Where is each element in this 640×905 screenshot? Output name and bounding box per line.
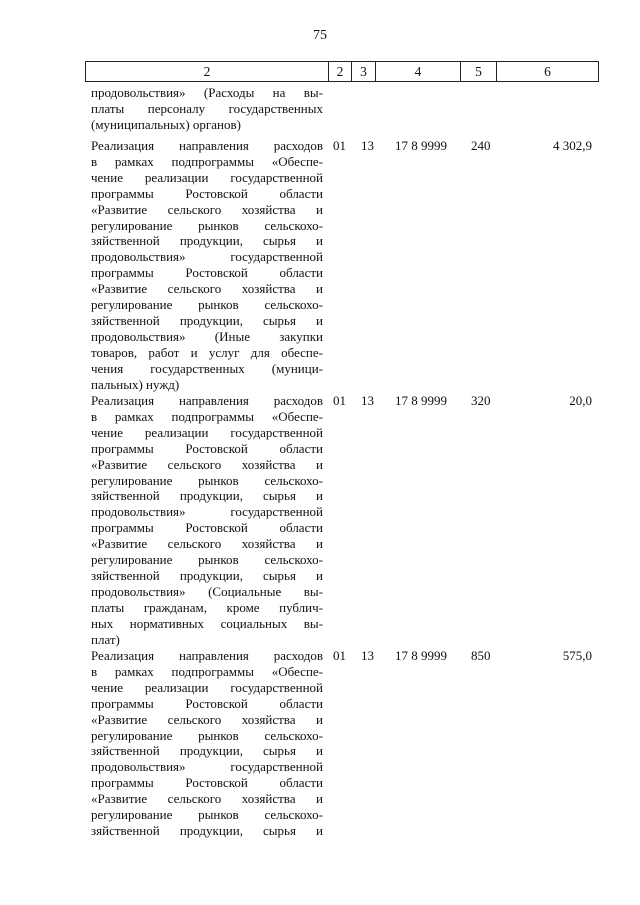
header-cell-description: 2 [86,62,329,82]
desc-line: плат) [91,631,120,647]
column-header-row [85,61,599,82]
desc-line: продовольствия» (Иные закупки [91,328,323,344]
desc-line: зяйственной продукции, сырья и [91,822,323,838]
section-code: 01 [333,648,346,663]
subsection-code: 13 [361,648,374,663]
desc-line: платы персоналу государственных [91,100,323,116]
subsection-code: 13 [361,138,374,153]
desc-line: Реализация направления расходов [91,393,323,408]
desc-line: регулирование рынков сельскохо- [91,472,323,488]
desc-line: регулирование рынков сельскохо- [91,727,323,743]
row-description [91,393,323,648]
expense-type-code: 240 [471,138,491,153]
desc-line: «Развитие сельского хозяйства и [91,201,323,217]
desc-line: регулирование рынков сельскохо- [91,807,323,823]
amount: 20,0 [569,393,592,408]
section-code: 01 [333,393,346,408]
desc-line: товаров, работ и услуг для обеспе- [91,344,323,360]
desc-line: «Развитие сельского хозяйства и [91,281,323,297]
desc-line: «Развитие сельского хозяйства и [91,456,323,472]
desc-line: (муниципальных) органов) [91,116,241,132]
page-number: 75 [313,28,327,43]
desc-line: регулирование рынков сельскохо- [91,297,323,313]
desc-line: программы Ростовской области [91,185,323,201]
desc-line: чение реализации государственной [91,679,323,695]
desc-line: продовольствия» государственной [91,504,323,520]
desc-line: ных нормативных социальных вы- [91,615,323,631]
subsection-code: 13 [361,393,374,408]
desc-line: Реализация направления расходов [91,648,323,663]
desc-line: зяйственной продукции, сырья и [91,233,323,249]
desc-line: регулирование рынков сельскохо- [91,217,323,233]
desc-line: Реализация направления расходов [91,138,323,153]
expense-type-code: 850 [471,648,491,663]
header-cell-subsection: 3 [352,62,376,82]
desc-line: пальных) нужд) [91,376,180,392]
desc-line: продовольствия» государственной [91,249,323,265]
header-cell-amount: 6 [497,62,599,82]
desc-line: «Развитие сельского хозяйства и [91,711,323,727]
desc-line: «Развитие сельского хозяйства и [91,536,323,552]
section-code: 01 [333,138,346,153]
desc-line: программы Ростовской области [91,265,323,281]
continuation-description [91,85,323,133]
desc-line: продовольствия» (Социальные вы- [91,583,323,599]
desc-line: программы Ростовской области [91,520,323,536]
desc-line: чение реализации государственной [91,169,323,185]
header-cell-target-article: 4 [376,62,461,82]
expense-type-code: 320 [471,393,491,408]
target-article-code: 17 8 9999 [395,648,447,663]
desc-line: зяйственной продукции, сырья и [91,312,323,328]
header-cell-section: 2 [329,62,352,82]
desc-line: платы гражданам, кроме публич- [91,599,323,615]
desc-line: программы Ростовской области [91,695,323,711]
row-description [91,648,323,839]
desc-line: продовольствия» (Расходы на вы- [91,85,323,100]
desc-line: зяйственной продукции, сырья и [91,567,323,583]
desc-line: чения государственных (муници- [91,360,323,376]
desc-line: регулирование рынков сельскохо- [91,552,323,568]
desc-line: продовольствия» государственной [91,759,323,775]
desc-line: программы Ростовской области [91,775,323,791]
desc-line: «Развитие сельского хозяйства и [91,791,323,807]
desc-line: в рамках подпрограммы «Обеспе- [91,408,323,424]
desc-line: зяйственной продукции, сырья и [91,488,323,504]
desc-line: чение реализации государственной [91,424,323,440]
desc-line: в рамках подпрограммы «Обеспе- [91,153,323,169]
header-cell-expense-type: 5 [461,62,497,82]
target-article-code: 17 8 9999 [395,393,447,408]
desc-line: в рамках подпрограммы «Обеспе- [91,663,323,679]
desc-line: программы Ростовской области [91,440,323,456]
desc-line: зяйственной продукции, сырья и [91,743,323,759]
amount: 4 302,9 [553,138,592,153]
amount: 575,0 [562,648,592,663]
target-article-code: 17 8 9999 [395,138,447,153]
row-description [91,138,323,393]
